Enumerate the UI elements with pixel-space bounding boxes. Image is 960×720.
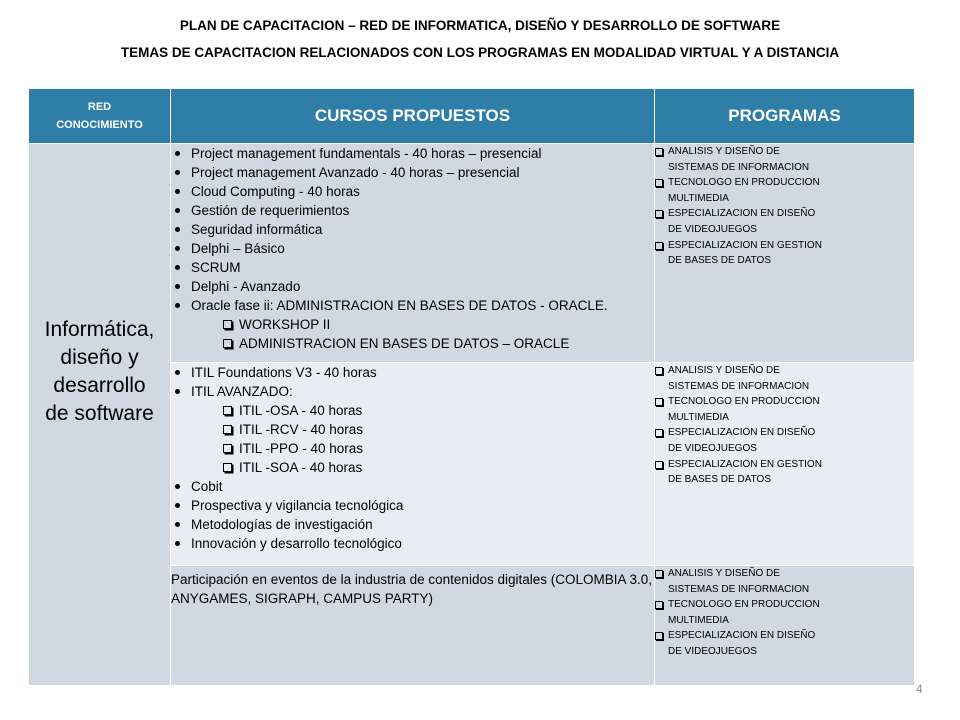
- course-paragraph: Participación en eventos de la industria de contenidos digitales (COLOMBIA 3.0, ANYGAMES, SIGRAPH, CAMPUS PARTY): [171, 572, 653, 606]
- course-item: [171, 182, 654, 201]
- course-item: [171, 144, 654, 163]
- course-label: Delphi - Avanzado: [191, 279, 301, 294]
- course-item: [171, 382, 654, 401]
- checkbox-bullet-icon: [223, 339, 232, 348]
- course-subitem-label: WORKSHOP II: [239, 317, 331, 332]
- courses-cell: [171, 363, 655, 566]
- programs-list: [655, 144, 914, 269]
- courses-list: [171, 144, 654, 353]
- training-table: [28, 88, 915, 686]
- program-label: ESPECIALIZACION EN DISEÑO DE VIDEOJUEGOS: [668, 630, 816, 657]
- header-programs-label: PROGRAMAS: [728, 106, 841, 125]
- course-label: Delphi – Básico: [191, 241, 285, 256]
- bullet-icon: [175, 522, 180, 527]
- program-label: ESPECIALIZACION EN GESTION DE BASES DE DATOS: [668, 458, 822, 486]
- program-item: [655, 238, 829, 269]
- course-item: [171, 277, 654, 296]
- program-label: ANALISIS Y DISEÑO DE SISTEMAS DE INFORMACION: [668, 146, 810, 173]
- course-item: [171, 534, 654, 553]
- programs-cell: [655, 144, 915, 363]
- program-item: [655, 457, 829, 488]
- bullet-icon: [175, 265, 180, 270]
- course-label: Seguridad informática: [191, 222, 323, 237]
- course-label: Project management fundamentals - 40 horas – presencial: [191, 146, 542, 161]
- program-item: [655, 363, 829, 394]
- course-label: Metodologías de investigación: [191, 517, 373, 532]
- checkbox-bullet-icon: [223, 406, 232, 415]
- course-label: Cobit: [191, 479, 223, 494]
- bullet-icon: [175, 484, 180, 489]
- programs-cell: [655, 566, 915, 686]
- checkbox-bullet-icon: [655, 601, 663, 609]
- program-item: [655, 144, 829, 175]
- course-item: [171, 296, 654, 315]
- courses-cell: [171, 144, 655, 363]
- course-subitem-label: ITIL -OSA - 40 horas: [239, 403, 363, 418]
- checkbox-bullet-icon: [655, 367, 663, 375]
- program-item: [655, 566, 829, 597]
- checkbox-bullet-icon: [223, 463, 232, 472]
- program-label: ESPECIALIZACION EN DISEÑO DE VIDEOJUEGOS: [668, 427, 816, 454]
- checkbox-bullet-icon: [655, 210, 663, 218]
- checkbox-bullet-icon: [655, 461, 663, 469]
- course-subitem: [171, 439, 654, 458]
- header-red-label: RED CONOCIMIENTO: [56, 101, 143, 131]
- bullet-icon: [175, 284, 180, 289]
- course-item: [171, 363, 654, 382]
- red-conocimiento-cell: [29, 144, 171, 686]
- program-item: [655, 425, 829, 456]
- course-subitem-label: ADMINISTRACION EN BASES DE DATOS – ORACLE: [239, 336, 570, 351]
- course-label: SCRUM: [191, 260, 241, 275]
- header-row: [29, 89, 915, 144]
- course-label: Gestión de requerimientos: [191, 203, 350, 218]
- checkbox-bullet-icon: [655, 179, 663, 187]
- course-subitem: [171, 315, 654, 334]
- bullet-icon: [175, 303, 180, 308]
- program-item: [655, 206, 829, 237]
- program-item: [655, 628, 829, 659]
- table-row: [29, 144, 915, 363]
- course-label: ITIL AVANZADO:: [191, 384, 293, 399]
- courses-list: [171, 363, 654, 553]
- program-label: TECNOLOGO EN PRODUCCION MULTIMEDIA: [668, 599, 820, 626]
- course-subitem-label: ITIL -RCV - 40 horas: [239, 422, 364, 437]
- course-label: Innovación y desarrollo tecnológico: [191, 536, 402, 551]
- bullet-icon: [175, 151, 180, 156]
- bullet-icon: [175, 541, 180, 546]
- bullet-icon: [175, 170, 180, 175]
- programs-cell: [655, 363, 915, 566]
- course-item: [171, 515, 654, 534]
- checkbox-bullet-icon: [655, 148, 663, 156]
- course-item: [171, 220, 654, 239]
- course-item: [171, 477, 654, 496]
- course-subitem: [171, 420, 654, 439]
- course-item: [171, 239, 654, 258]
- checkbox-bullet-icon: [655, 570, 663, 578]
- program-item: [655, 175, 829, 206]
- course-label: Cloud Computing - 40 horas: [191, 184, 360, 199]
- course-item: [171, 163, 654, 182]
- course-label: ITIL Foundations V3 - 40 horas: [191, 365, 377, 380]
- programs-list: [655, 363, 914, 488]
- header-red-conocimiento: [29, 89, 171, 144]
- course-subitem: [171, 334, 654, 353]
- header-courses-label: CURSOS PROPUESTOS: [314, 106, 511, 125]
- checkbox-bullet-icon: [655, 242, 663, 250]
- bullet-icon: [175, 389, 180, 394]
- programs-list: [655, 566, 914, 660]
- page-title: PLAN DE CAPACITACION – RED DE INFORMATICA, DISEÑO Y DESARROLLO DE SOFTWARE: [179, 18, 781, 33]
- program-item: [655, 394, 829, 425]
- course-label: Oracle fase ii: ADMINISTRACION EN BASES DE DATOS - ORACLE.: [191, 298, 608, 313]
- course-label: Project management Avanzado - 40 horas – presencial: [191, 165, 520, 180]
- course-item: [171, 496, 654, 515]
- checkbox-bullet-icon: [655, 398, 663, 406]
- checkbox-bullet-icon: [223, 444, 232, 453]
- course-subitem-label: ITIL -SOA - 40 horas: [239, 460, 363, 475]
- course-subitem: [171, 458, 654, 477]
- checkbox-bullet-icon: [655, 632, 663, 640]
- bullet-icon: [175, 227, 180, 232]
- header-cursos-propuestos: [171, 89, 655, 144]
- course-label: Prospectiva y vigilancia tecnológica: [191, 498, 404, 513]
- page-number: 4: [916, 682, 923, 696]
- red-name: Informática, diseño y desarrollo de software: [44, 318, 155, 425]
- program-label: TECNOLOGO EN PRODUCCION MULTIMEDIA: [668, 396, 820, 423]
- checkbox-bullet-icon: [223, 320, 232, 329]
- program-label: ESPECIALIZACION EN GESTION DE BASES DE DATOS: [668, 239, 822, 267]
- course-item: [171, 258, 654, 277]
- program-label: ANALISIS Y DISEÑO DE SISTEMAS DE INFORMACION: [668, 568, 810, 595]
- program-label: ESPECIALIZACION EN DISEÑO DE VIDEOJUEGOS: [668, 208, 816, 235]
- bullet-icon: [175, 503, 180, 508]
- courses-cell: [171, 566, 655, 686]
- checkbox-bullet-icon: [223, 425, 232, 434]
- bullet-icon: [175, 246, 180, 251]
- page-subtitle: TEMAS DE CAPACITACION RELACIONADOS CON LOS PROGRAMAS EN MODALIDAD VIRTUAL Y A DISTANCIA: [120, 45, 840, 60]
- course-subitem: [171, 401, 654, 420]
- program-label: ANALISIS Y DISEÑO DE SISTEMAS DE INFORMACION: [668, 365, 810, 392]
- header-programas: [655, 89, 915, 144]
- course-item: [171, 201, 654, 220]
- bullet-icon: [175, 208, 180, 213]
- program-label: TECNOLOGO EN PRODUCCION MULTIMEDIA: [668, 177, 820, 204]
- program-item: [655, 597, 829, 628]
- checkbox-bullet-icon: [655, 429, 663, 437]
- bullet-icon: [175, 370, 180, 375]
- bullet-icon: [175, 189, 180, 194]
- course-subitem-label: ITIL -PPO - 40 horas: [239, 441, 364, 456]
